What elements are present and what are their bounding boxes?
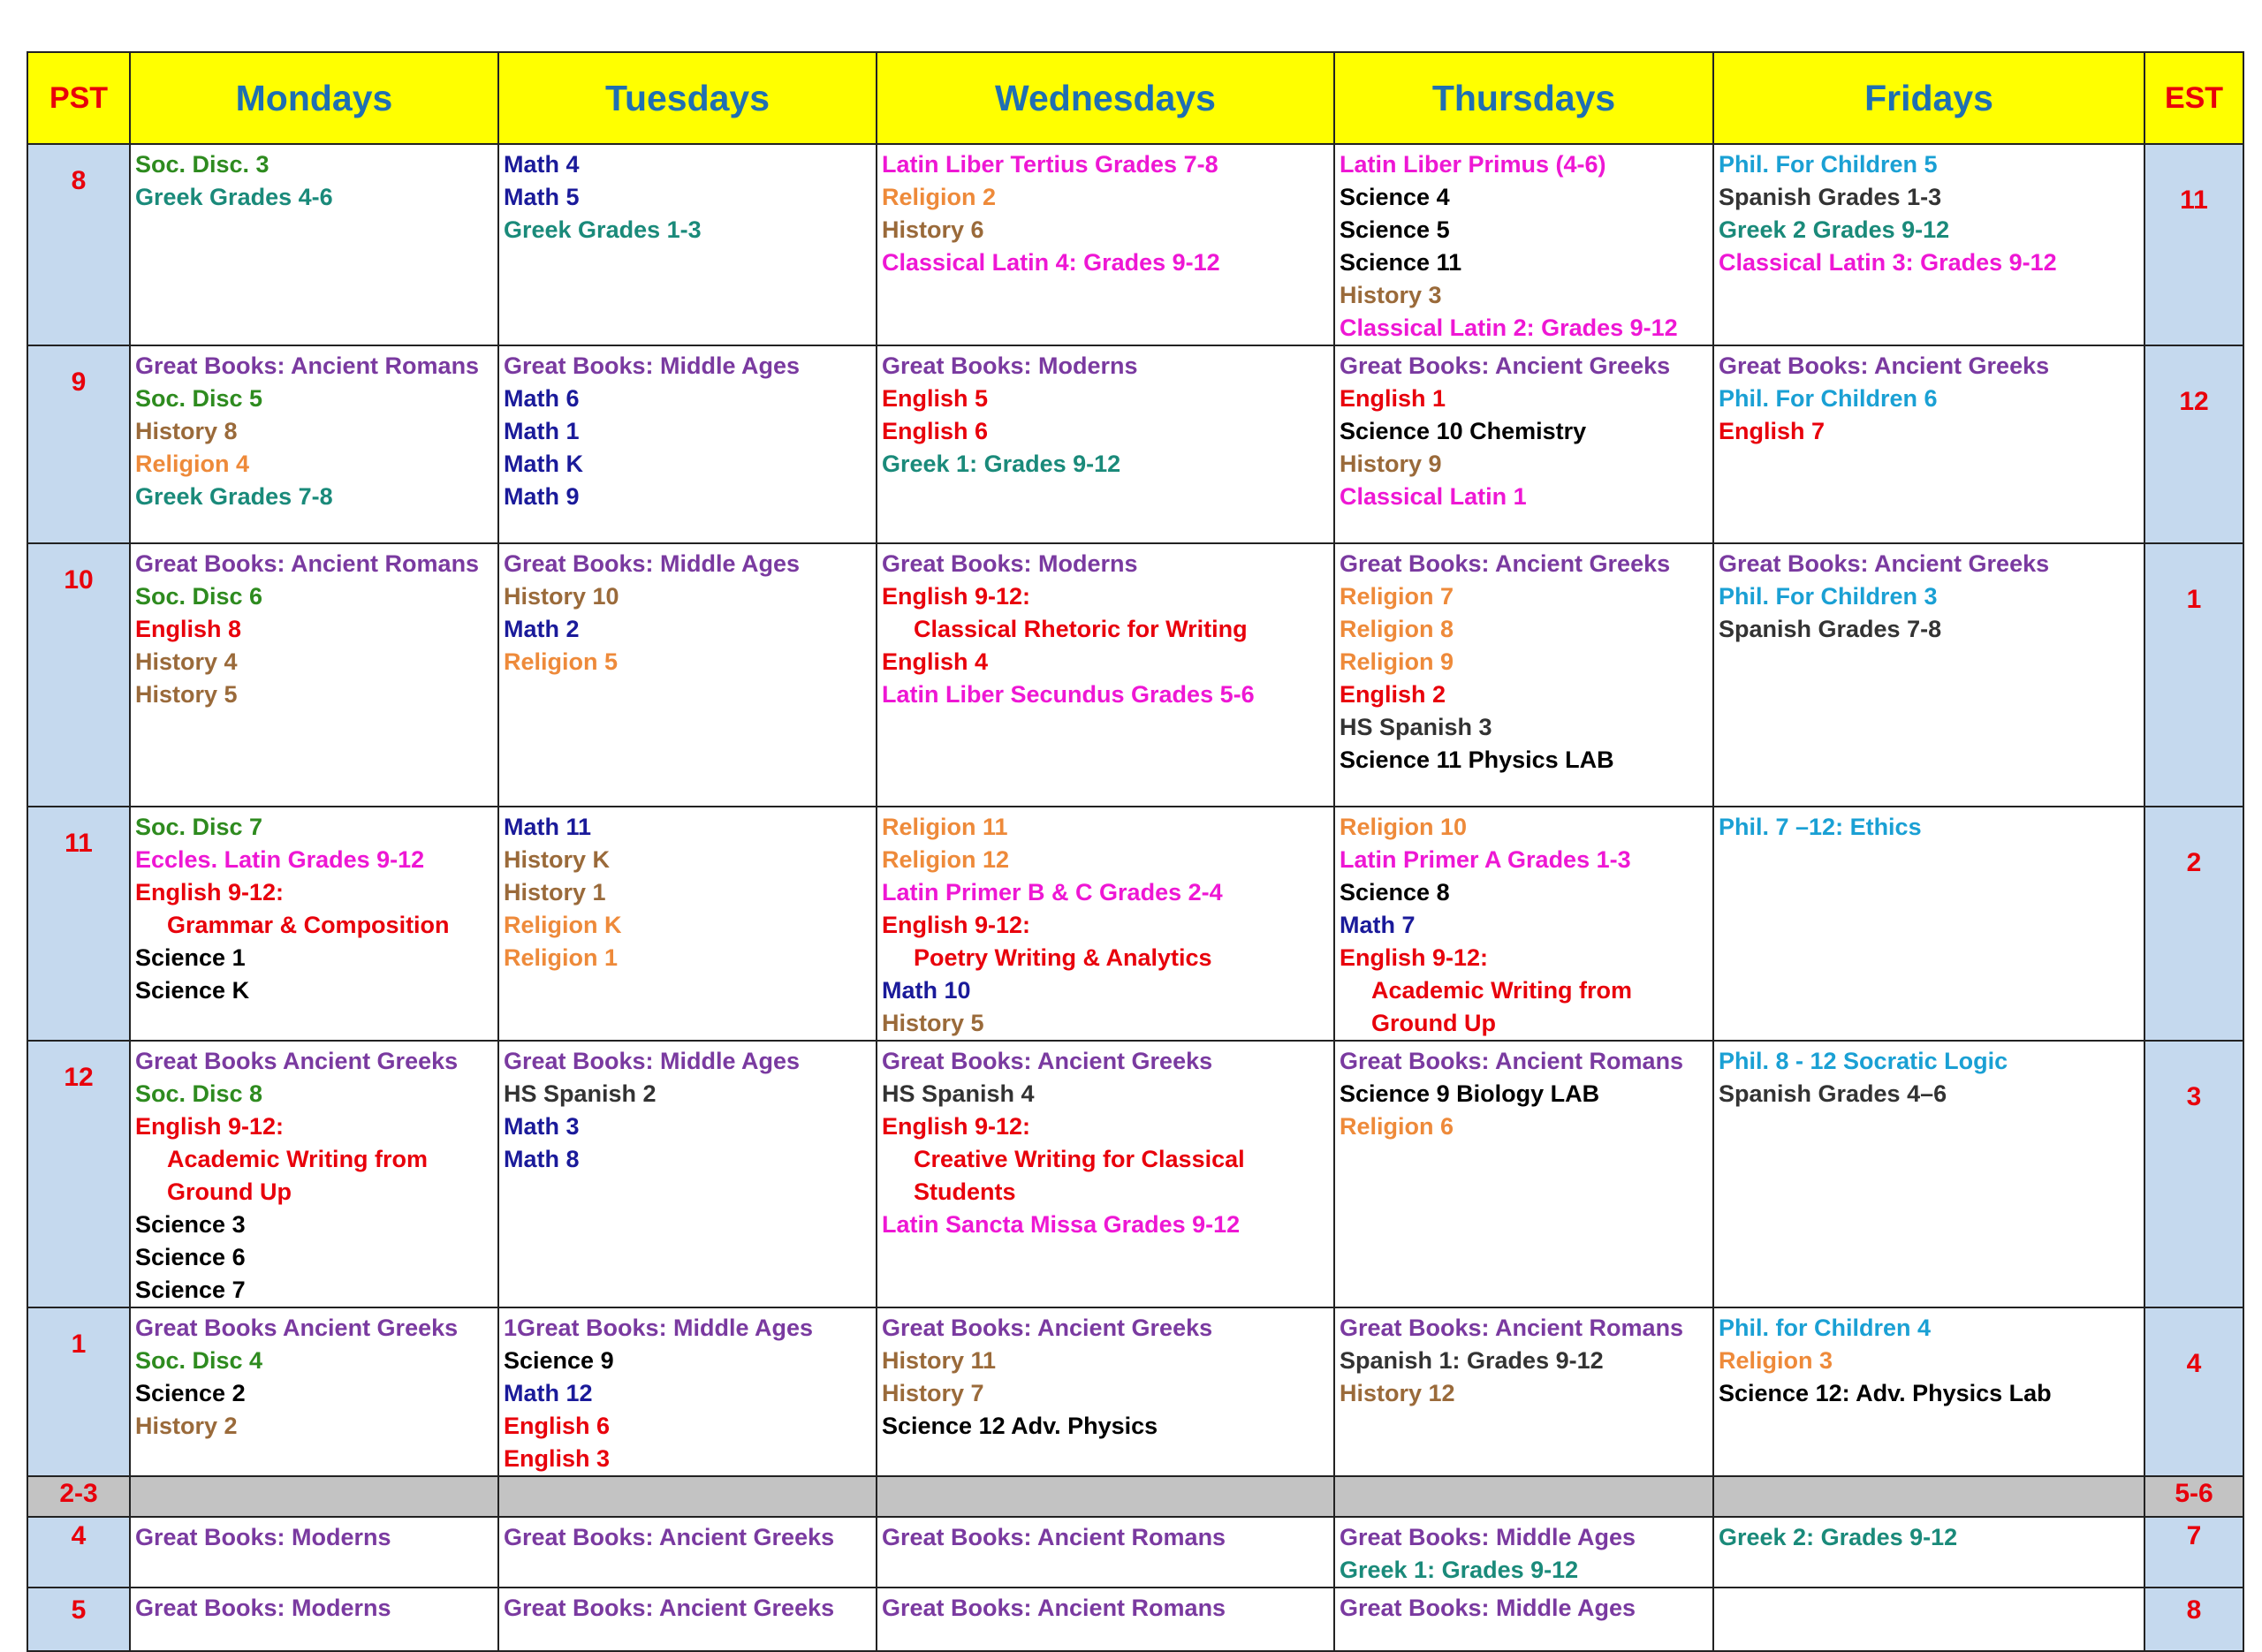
late-slot-row-0 xyxy=(27,1517,2243,1588)
time-slot-row-2 xyxy=(27,543,2243,807)
cell-friday xyxy=(1713,144,2144,345)
cell-tuesday xyxy=(498,345,877,543)
class-entry: Greek Grades 1-3 xyxy=(504,216,702,243)
est-time-12-label: 12 xyxy=(2179,387,2209,416)
class-entry: English 9-12: xyxy=(882,583,1031,610)
class-entry: Ground Up xyxy=(1371,1010,1496,1036)
separator-cell xyxy=(1713,1476,2144,1517)
cell-wednesday xyxy=(877,144,1334,345)
class-entry: Science 11 Physics LAB xyxy=(1340,746,1614,773)
day-header-tuesday: Tuesdays xyxy=(498,52,877,144)
cell-thursday xyxy=(1334,345,1713,543)
est-time-12 xyxy=(2144,345,2243,543)
pst-time-11 xyxy=(27,807,130,1041)
pst-time-5 xyxy=(27,1588,130,1651)
cell-wednesday xyxy=(877,345,1334,543)
class-entry: Science K xyxy=(135,977,250,1004)
class-entry: History 2 xyxy=(135,1413,238,1439)
class-entry: Great Books: Moderns xyxy=(882,352,1138,379)
cell-friday xyxy=(1713,1517,2144,1588)
class-entry: Great Books: Ancient Romans xyxy=(882,1595,1226,1621)
cell-wednesday xyxy=(877,807,1334,1041)
class-entry: Math 9 xyxy=(504,483,580,510)
class-entry: Great Books: Moderns xyxy=(882,550,1138,577)
class-entry: English 9-12: xyxy=(135,1113,285,1140)
class-entry: Great Books: Ancient Greeks xyxy=(1719,550,2050,577)
class-entry: Math 2 xyxy=(504,616,580,642)
est-time-7 xyxy=(2144,1517,2243,1588)
class-entry: Phil. For Children 5 xyxy=(1719,151,1938,178)
separator-cell xyxy=(498,1476,877,1517)
class-entry: Science 11 xyxy=(1340,249,1462,276)
class-entry: Soc. Disc. 3 xyxy=(135,151,269,178)
class-entry: Great Books: Ancient Romans xyxy=(135,550,480,577)
cell-friday xyxy=(1713,1041,2144,1307)
separator-cell xyxy=(1334,1476,1713,1517)
cell-tuesday xyxy=(498,1041,877,1307)
cell-monday xyxy=(130,807,498,1041)
class-entry: Greek 2 Grades 9-12 xyxy=(1719,216,1950,243)
class-entry: Religion 8 xyxy=(1340,616,1454,642)
class-entry: Math 8 xyxy=(504,1146,580,1172)
class-entry: Science 8 xyxy=(1340,879,1450,906)
class-entry: Religion 5 xyxy=(504,648,619,675)
class-entry: Spanish Grades 1-3 xyxy=(1719,184,1942,210)
pst-header: PST xyxy=(27,52,130,144)
class-entry: Math 5 xyxy=(504,184,580,210)
pst-time-8-label: 8 xyxy=(71,166,87,195)
est-time-break-label: 5-6 xyxy=(2175,1479,2213,1508)
class-entry: Latin Primer B & C Grades 2-4 xyxy=(882,879,1223,906)
est-time-11-label: 11 xyxy=(2180,186,2208,215)
est-time-4 xyxy=(2144,1307,2243,1476)
day-header-friday: Fridays xyxy=(1713,52,2144,144)
class-entry: Science 12 Adv. Physics xyxy=(882,1413,1158,1439)
pst-time-9-label: 9 xyxy=(71,368,87,397)
time-slot-row-4 xyxy=(27,1041,2243,1307)
class-entry: Science 12: Adv. Physics Lab xyxy=(1719,1380,2052,1406)
break-separator-row xyxy=(27,1476,2243,1517)
class-entry: Latin Primer A Grades 1-3 xyxy=(1340,846,1631,873)
class-entry: Soc. Disc 7 xyxy=(135,814,263,840)
class-entry: Greek Grades 7-8 xyxy=(135,483,333,510)
class-entry: Math 1 xyxy=(504,418,580,444)
class-entry: Great Books: Ancient Greeks xyxy=(1340,550,1671,577)
class-entry: Great Books: Ancient Greeks xyxy=(1340,352,1671,379)
cell-monday xyxy=(130,1307,498,1476)
class-entry: Math K xyxy=(504,451,583,477)
class-entry: English 4 xyxy=(882,648,989,675)
est-time-break xyxy=(2144,1476,2243,1517)
cell-friday xyxy=(1713,1588,2144,1651)
class-entry: Science 1 xyxy=(135,944,246,971)
pst-time-11-label: 11 xyxy=(65,829,93,858)
class-entry: Great Books: Ancient Greeks xyxy=(882,1315,1213,1341)
pst-time-12 xyxy=(27,1041,130,1307)
class-entry: Religion 1 xyxy=(504,944,619,971)
class-entry: Great Books: Ancient Romans xyxy=(882,1524,1226,1550)
class-entry: History 12 xyxy=(1340,1380,1455,1406)
class-entry: Great Books: Ancient Romans xyxy=(135,352,480,379)
cell-tuesday xyxy=(498,807,877,1041)
class-entry: Latin Liber Primus (4-6) xyxy=(1340,151,1606,178)
class-entry: English 9-12: xyxy=(135,879,285,906)
est-header: EST xyxy=(2144,52,2243,144)
cell-thursday xyxy=(1334,1041,1713,1307)
class-entry: Math 11 xyxy=(504,814,592,840)
class-entry: Classical Latin 3: Grades 9-12 xyxy=(1719,249,2057,276)
class-entry: Science 6 xyxy=(135,1244,246,1270)
est-time-7-label: 7 xyxy=(2186,1521,2202,1550)
class-entry: Great Books: Ancient Greeks xyxy=(504,1595,835,1621)
cell-tuesday xyxy=(498,1517,877,1588)
class-entry: English 1 xyxy=(1340,385,1446,412)
class-entry: Math 4 xyxy=(504,151,580,178)
class-entry: Math 12 xyxy=(504,1380,593,1406)
class-entry: Science 3 xyxy=(135,1211,246,1238)
cell-wednesday xyxy=(877,543,1334,807)
class-entry: Religion 4 xyxy=(135,451,250,477)
class-entry: Religion K xyxy=(504,912,622,938)
class-entry: Math 10 xyxy=(882,977,971,1004)
class-entry: Great Books: Ancient Greeks xyxy=(504,1524,835,1550)
class-entry: Great Books: Ancient Romans xyxy=(1340,1315,1684,1341)
class-entry: Great Books: Moderns xyxy=(135,1595,391,1621)
class-entry: Great Books: Ancient Romans xyxy=(1340,1048,1684,1074)
class-entry: Ground Up xyxy=(167,1178,292,1205)
est-time-4-label: 4 xyxy=(2186,1349,2202,1378)
class-entry: English 6 xyxy=(504,1413,611,1439)
cell-friday xyxy=(1713,807,2144,1041)
class-schedule-table xyxy=(27,51,2244,1652)
class-entry: Greek Grades 4-6 xyxy=(135,184,333,210)
pst-time-10-label: 10 xyxy=(64,565,94,595)
cell-friday xyxy=(1713,345,2144,543)
separator-cell xyxy=(877,1476,1334,1517)
cell-tuesday xyxy=(498,1307,877,1476)
class-entry: History 4 xyxy=(135,648,238,675)
class-entry: Great Books Ancient Greeks xyxy=(135,1048,459,1074)
class-entry: Students xyxy=(914,1178,1016,1205)
class-entry: Great Books: Middle Ages xyxy=(1340,1595,1636,1621)
est-time-8 xyxy=(2144,1588,2243,1651)
header-row xyxy=(27,52,2243,144)
class-entry: Greek 1: Grades 9-12 xyxy=(1340,1557,1579,1583)
time-slot-row-5 xyxy=(27,1307,2243,1476)
class-entry: English 9-12: xyxy=(1340,944,1489,971)
day-header-wednesday: Wednesdays xyxy=(877,52,1334,144)
est-time-11 xyxy=(2144,144,2243,345)
day-header-monday: Mondays xyxy=(130,52,498,144)
class-entry: Grammar & Composition xyxy=(167,912,450,938)
cell-thursday xyxy=(1334,543,1713,807)
est-time-3 xyxy=(2144,1041,2243,1307)
est-time-2 xyxy=(2144,807,2243,1041)
class-entry: Great Books: Moderns xyxy=(135,1524,391,1550)
schedule-body xyxy=(27,144,2243,1651)
cell-monday xyxy=(130,543,498,807)
class-entry: Math 3 xyxy=(504,1113,580,1140)
class-entry: English 2 xyxy=(1340,681,1446,708)
class-entry: History 10 xyxy=(504,583,619,610)
cell-thursday xyxy=(1334,1307,1713,1476)
class-entry: HS Spanish 2 xyxy=(504,1080,657,1107)
pst-time-9 xyxy=(27,345,130,543)
late-slot-row-1 xyxy=(27,1588,2243,1651)
class-entry: Religion 12 xyxy=(882,846,1010,873)
class-entry: Phil. for Children 4 xyxy=(1719,1315,1932,1341)
class-entry: Religion 6 xyxy=(1340,1113,1454,1140)
est-time-1-label: 1 xyxy=(2186,585,2202,614)
class-entry: Science 5 xyxy=(1340,216,1450,243)
cell-thursday xyxy=(1334,1588,1713,1651)
class-entry: Greek 2: Grades 9-12 xyxy=(1719,1524,1958,1550)
class-entry: Greek 1: Grades 9-12 xyxy=(882,451,1121,477)
class-entry: Great Books Ancient Greeks xyxy=(135,1315,459,1341)
class-entry: Math 7 xyxy=(1340,912,1416,938)
class-entry: Great Books: Middle Ages xyxy=(1340,1524,1636,1550)
class-entry: English 5 xyxy=(882,385,989,412)
separator-cell xyxy=(130,1476,498,1517)
class-entry: History 3 xyxy=(1340,282,1442,308)
class-entry: English 9-12: xyxy=(882,912,1031,938)
pst-time-4 xyxy=(27,1517,130,1588)
class-entry: English 7 xyxy=(1719,418,1826,444)
cell-monday xyxy=(130,1041,498,1307)
time-slot-row-1 xyxy=(27,345,2243,543)
class-entry: English 6 xyxy=(882,418,989,444)
class-entry: 1Great Books: Middle Ages xyxy=(504,1315,814,1341)
class-entry: Academic Writing from xyxy=(1371,977,1633,1004)
class-entry: Latin Liber Secundus Grades 5-6 xyxy=(882,681,1255,708)
class-entry: Religion 11 xyxy=(882,814,1008,840)
pst-time-1 xyxy=(27,1307,130,1476)
class-entry: History 1 xyxy=(504,879,606,906)
class-entry: Eccles. Latin Grades 9-12 xyxy=(135,846,425,873)
day-header-thursday: Thursdays xyxy=(1334,52,1713,144)
class-entry: Classical Rhetoric for Writing xyxy=(914,616,1248,642)
class-entry: Academic Writing from xyxy=(167,1146,429,1172)
class-entry: Great Books: Middle Ages xyxy=(504,550,801,577)
class-entry: Classical Latin 1 xyxy=(1340,483,1527,510)
time-slot-row-3 xyxy=(27,807,2243,1041)
class-entry: Religion 7 xyxy=(1340,583,1454,610)
class-entry: Classical Latin 2: Grades 9-12 xyxy=(1340,314,1678,341)
class-entry: Great Books: Middle Ages xyxy=(504,352,801,379)
class-entry: History 5 xyxy=(135,681,238,708)
class-entry: Religion 10 xyxy=(1340,814,1468,840)
class-entry: Soc. Disc 4 xyxy=(135,1347,263,1374)
pst-time-12-label: 12 xyxy=(64,1063,94,1092)
class-entry: Phil. 8 - 12 Socratic Logic xyxy=(1719,1048,2008,1074)
cell-monday xyxy=(130,1517,498,1588)
class-entry: Science 10 Chemistry xyxy=(1340,418,1587,444)
class-entry: History 6 xyxy=(882,216,984,243)
class-entry: Soc. Disc 6 xyxy=(135,583,263,610)
class-entry: Science 7 xyxy=(135,1277,246,1303)
pst-time-5-label: 5 xyxy=(71,1595,87,1625)
class-entry: English 9-12: xyxy=(882,1113,1031,1140)
class-entry: Phil. 7 –12: Ethics xyxy=(1719,814,1922,840)
class-entry: Poetry Writing & Analytics xyxy=(914,944,1212,971)
cell-wednesday xyxy=(877,1041,1334,1307)
class-entry: History 11 xyxy=(882,1347,997,1374)
class-entry: Great Books: Middle Ages xyxy=(504,1048,801,1074)
class-entry: Math 6 xyxy=(504,385,580,412)
class-entry: History 7 xyxy=(882,1380,984,1406)
est-time-3-label: 3 xyxy=(2186,1082,2202,1111)
class-entry: HS Spanish 3 xyxy=(1340,714,1492,740)
class-entry: Soc. Disc 8 xyxy=(135,1080,263,1107)
pst-time-10 xyxy=(27,543,130,807)
cell-monday xyxy=(130,345,498,543)
cell-friday xyxy=(1713,1307,2144,1476)
cell-monday xyxy=(130,1588,498,1651)
class-entry: Science 2 xyxy=(135,1380,246,1406)
class-entry: Religion 3 xyxy=(1719,1347,1833,1374)
cell-tuesday xyxy=(498,543,877,807)
cell-tuesday xyxy=(498,1588,877,1651)
cell-wednesday xyxy=(877,1517,1334,1588)
est-time-1 xyxy=(2144,543,2243,807)
class-entry: Spanish Grades 4–6 xyxy=(1719,1080,1947,1107)
class-entry: Latin Sancta Missa Grades 9-12 xyxy=(882,1211,1241,1238)
class-entry: Great Books: Ancient Greeks xyxy=(1719,352,2050,379)
pst-time-1-label: 1 xyxy=(71,1330,87,1359)
class-entry: Spanish 1: Grades 9-12 xyxy=(1340,1347,1604,1374)
class-entry: Science 9 xyxy=(504,1347,614,1374)
est-time-8-label: 8 xyxy=(2186,1595,2202,1625)
class-entry: Phil. For Children 3 xyxy=(1719,583,1938,610)
class-entry: History K xyxy=(504,846,611,873)
cell-thursday xyxy=(1334,144,1713,345)
class-entry: English 8 xyxy=(135,616,242,642)
pst-time-break xyxy=(27,1476,130,1517)
class-entry: HS Spanish 4 xyxy=(882,1080,1035,1107)
time-slot-row-0 xyxy=(27,144,2243,345)
class-entry: Latin Liber Tertius Grades 7-8 xyxy=(882,151,1218,178)
cell-thursday xyxy=(1334,1517,1713,1588)
cell-monday xyxy=(130,144,498,345)
class-entry: History 8 xyxy=(135,418,238,444)
cell-wednesday xyxy=(877,1588,1334,1651)
class-entry: History 9 xyxy=(1340,451,1442,477)
cell-friday xyxy=(1713,543,2144,807)
class-entry: Soc. Disc 5 xyxy=(135,385,263,412)
class-entry: Science 9 Biology LAB xyxy=(1340,1080,1600,1107)
pst-time-8 xyxy=(27,144,130,345)
pst-time-4-label: 4 xyxy=(71,1521,87,1550)
class-entry: English 3 xyxy=(504,1445,611,1472)
class-entry: Religion 9 xyxy=(1340,648,1454,675)
class-entry: Great Books: Ancient Greeks xyxy=(882,1048,1213,1074)
class-entry: Religion 2 xyxy=(882,184,997,210)
est-time-2-label: 2 xyxy=(2186,848,2202,877)
pst-time-break-label: 2-3 xyxy=(59,1479,98,1508)
cell-wednesday xyxy=(877,1307,1334,1476)
class-entry: Spanish Grades 7-8 xyxy=(1719,616,1942,642)
class-entry: Science 4 xyxy=(1340,184,1450,210)
cell-tuesday xyxy=(498,144,877,345)
class-entry: Phil. For Children 6 xyxy=(1719,385,1938,412)
class-entry: Classical Latin 4: Grades 9-12 xyxy=(882,249,1220,276)
cell-thursday xyxy=(1334,807,1713,1041)
class-entry: History 5 xyxy=(882,1010,984,1036)
class-entry: Creative Writing for Classical xyxy=(914,1146,1245,1172)
